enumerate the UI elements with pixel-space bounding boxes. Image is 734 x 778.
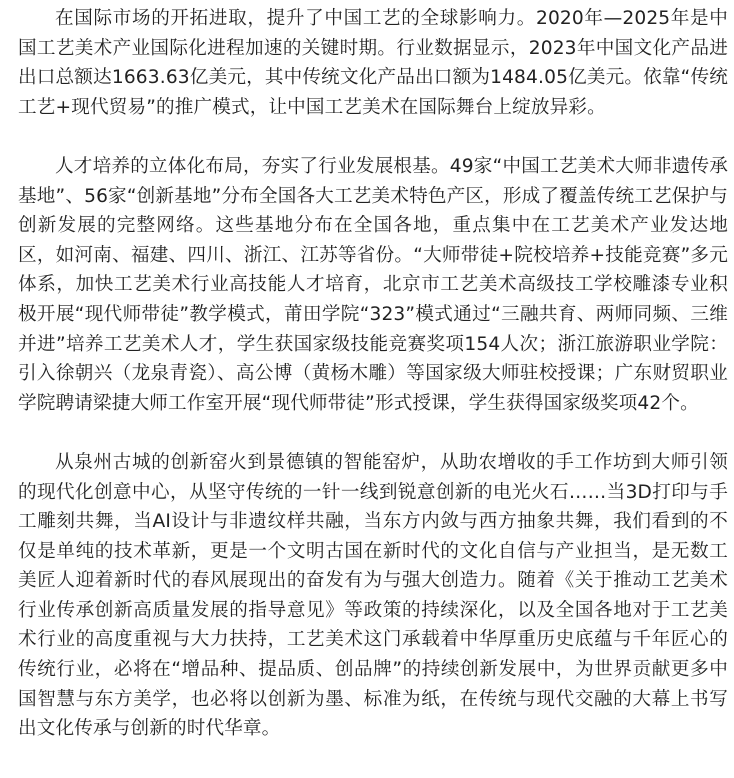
article-paragraph-international-market: 在国际市场的开拓进取，提升了中国工艺的全球影响力。2020年—2025年是中国工艺美术产业国际化进程加速的关键时期。行业数据显示，2023年中国文化产品进出口总额达1663.63亿美元，其中传统文化产品出口额为1484.05亿美元。依靠“传统工艺+现代贸易”的推广模式，让中国工艺美术在国际舞台上绽放异彩。 — [18, 8, 728, 118]
article-paragraph-innovation-outlook: 从泉州古城的创新窑火到景德镇的智能窑炉，从助农增收的手工作坊到大师引领的现代化创意中心，从坚守传统的一针一线到锐意创新的电光火石……当3D打印与手工雕刻共舞，当AI设计与非遗纹样共融，当东方内敛与西方抽象共舞，我们看到的不仅是单纯的技术革新，更是一个文明古国在新时代的文化自信与产业担当，是无数工美匠人迎着新时代的春风展现出的奋发有为与强大创造力。随着《关于推动工艺美术行业传承创新高质量发展的指导意见》等政策的持续深化，以及全国各地对于工艺美术行业的高度重视与大力扶持，工艺美术这门承载着中华厚重历史底蕴与千年匠心的传统行业，必将在“增品种、提品质、创品牌”的持续创新发展中，为世界贡献更多中国智慧与东方美学，也必将以创新为墨、标准为纸，在传统与现代交融的大幕上书写出文化传承与创新的时代华章。 — [18, 451, 728, 740]
article-paragraph-talent-cultivation: 人才培养的立体化布局，夯实了行业发展根基。49家“中国工艺美术大师非遗传承基地”、56家“创新基地”分布全国各大工艺美术特色产区，形成了覆盖传统工艺保护与创新发展的完整网络。这些基地分布在全国各地，重点集中在工艺美术产业发达地区，如河南、福建、四川、浙江、江苏等省份。“大师带徒+院校培养+技能竞赛”多元体系，加快工艺美术行业高技能人才培育，北京市工艺美术高级技工学校雕漆专业积极开展“现代师带徒”教学模式，莆田学院“323”模式通过“三融共育、两师同频、三维并进”培养工艺美术人才，学生获国家级技能竞赛奖项154人次；浙江旅游职业学院：引入徐朝兴（龙泉青瓷）、高公博（黄杨木雕）等国家级大师驻校授课；广东财贸职业学院聘请梁捷大师工作室开展“现代师带徒”形式授课，学生获得国家级奖项42个。 — [18, 155, 728, 414]
